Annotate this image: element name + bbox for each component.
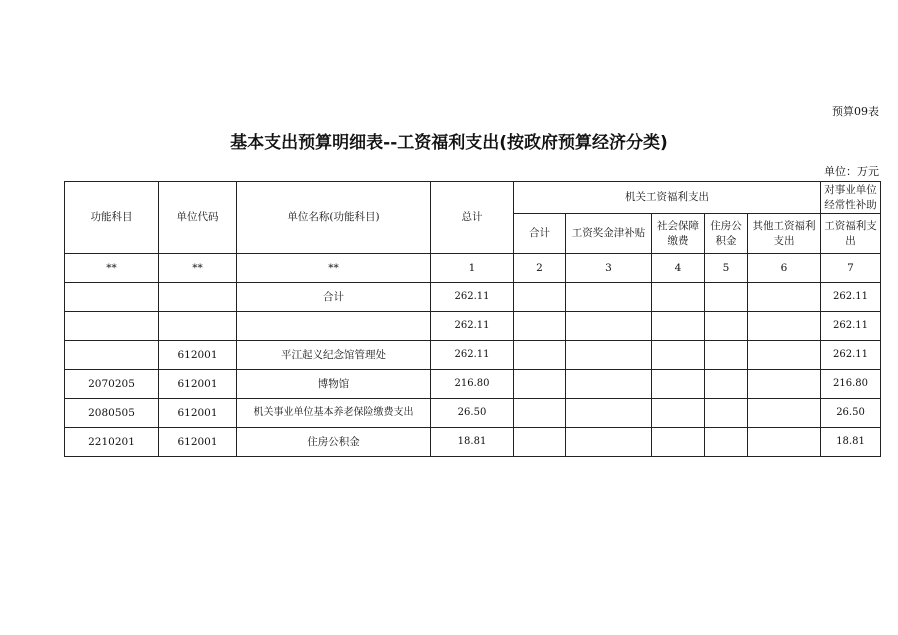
housing-fund-cell [705,312,748,341]
name-cell: 住房公积金 [237,428,431,457]
code-cell: 612001 [159,370,237,399]
total-cell: 262.11 [431,341,514,370]
index-cell: ** [237,254,431,283]
table-row [65,312,881,341]
social-security-cell [652,341,705,370]
total-cell: 216.80 [431,370,514,399]
header-social-security: 社会保障缴费 [652,214,705,254]
header-housing-fund: 住房公积金 [705,214,748,254]
salary-bonus-cell [566,370,652,399]
name-cell: 博物馆 [237,370,431,399]
social-security-cell [652,312,705,341]
code-cell: 612001 [159,341,237,370]
housing-fund-cell [705,283,748,312]
unit-label: 单位：万元 [824,165,879,178]
index-cell: 7 [821,254,881,283]
header-agency-group: 机关工资福利支出 [514,182,821,214]
func-cell: 2080505 [65,399,159,428]
index-cell: 6 [748,254,821,283]
agency-total-cell [514,370,566,399]
index-cell: ** [65,254,159,283]
subsidy-salary-cell: 262.11 [821,341,881,370]
other-salary-cell [748,428,821,457]
name-cell: 机关事业单位基本养老保险缴费支出 [237,399,431,428]
salary-bonus-cell [566,399,652,428]
salary-bonus-cell [566,283,652,312]
header-agency-total: 合计 [514,214,566,254]
other-salary-cell [748,341,821,370]
header-unit-name: 单位名称(功能科目) [237,182,431,254]
form-number: 预算09表 [832,105,879,118]
total-cell: 262.11 [431,283,514,312]
index-cell: 5 [705,254,748,283]
table-row [65,341,881,370]
other-salary-cell [748,283,821,312]
total-cell: 18.81 [431,428,514,457]
social-security-cell [652,283,705,312]
total-cell: 262.11 [431,312,514,341]
page-title: 基本支出预算明细表--工资福利支出(按政府预算经济分类) [230,133,668,153]
total-cell: 26.50 [431,399,514,428]
header-subsidy-group: 对事业单位经常性补助 [821,182,881,214]
subsidy-salary-cell: 216.80 [821,370,881,399]
agency-total-cell [514,283,566,312]
index-row [65,254,881,283]
index-cell: 3 [566,254,652,283]
func-cell: 2210201 [65,428,159,457]
name-cell [237,312,431,341]
func-cell [65,312,159,341]
name-cell: 合计 [237,283,431,312]
subsidy-salary-cell: 18.81 [821,428,881,457]
other-salary-cell [748,312,821,341]
header-subsidy-salary: 工资福利支出 [821,214,881,254]
index-cell: 4 [652,254,705,283]
func-cell [65,283,159,312]
func-cell [65,341,159,370]
other-salary-cell [748,370,821,399]
code-cell [159,312,237,341]
code-cell: 612001 [159,428,237,457]
table-row [65,283,881,312]
salary-bonus-cell [566,428,652,457]
name-cell: 平江起义纪念馆管理处 [237,341,431,370]
subsidy-salary-cell: 262.11 [821,283,881,312]
code-cell [159,283,237,312]
housing-fund-cell [705,341,748,370]
table-row [65,428,881,457]
agency-total-cell [514,399,566,428]
func-cell: 2070205 [65,370,159,399]
table-row [65,370,881,399]
index-cell: ** [159,254,237,283]
header-func-subject: 功能科目 [65,182,159,254]
housing-fund-cell [705,399,748,428]
agency-total-cell [514,428,566,457]
agency-total-cell [514,341,566,370]
subsidy-salary-cell: 26.50 [821,399,881,428]
header-salary-bonus: 工资奖金津补贴 [566,214,652,254]
header-other-salary: 其他工资福利支出 [748,214,821,254]
subsidy-salary-cell: 262.11 [821,312,881,341]
salary-bonus-cell [566,312,652,341]
social-security-cell [652,370,705,399]
index-cell: 2 [514,254,566,283]
social-security-cell [652,399,705,428]
code-cell: 612001 [159,399,237,428]
other-salary-cell [748,399,821,428]
housing-fund-cell [705,428,748,457]
header-unit-code: 单位代码 [159,182,237,254]
housing-fund-cell [705,370,748,399]
agency-total-cell [514,312,566,341]
social-security-cell [652,428,705,457]
salary-bonus-cell [566,341,652,370]
header-total: 总计 [431,182,514,254]
budget-table [64,181,881,457]
table-row [65,399,881,428]
index-cell: 1 [431,254,514,283]
